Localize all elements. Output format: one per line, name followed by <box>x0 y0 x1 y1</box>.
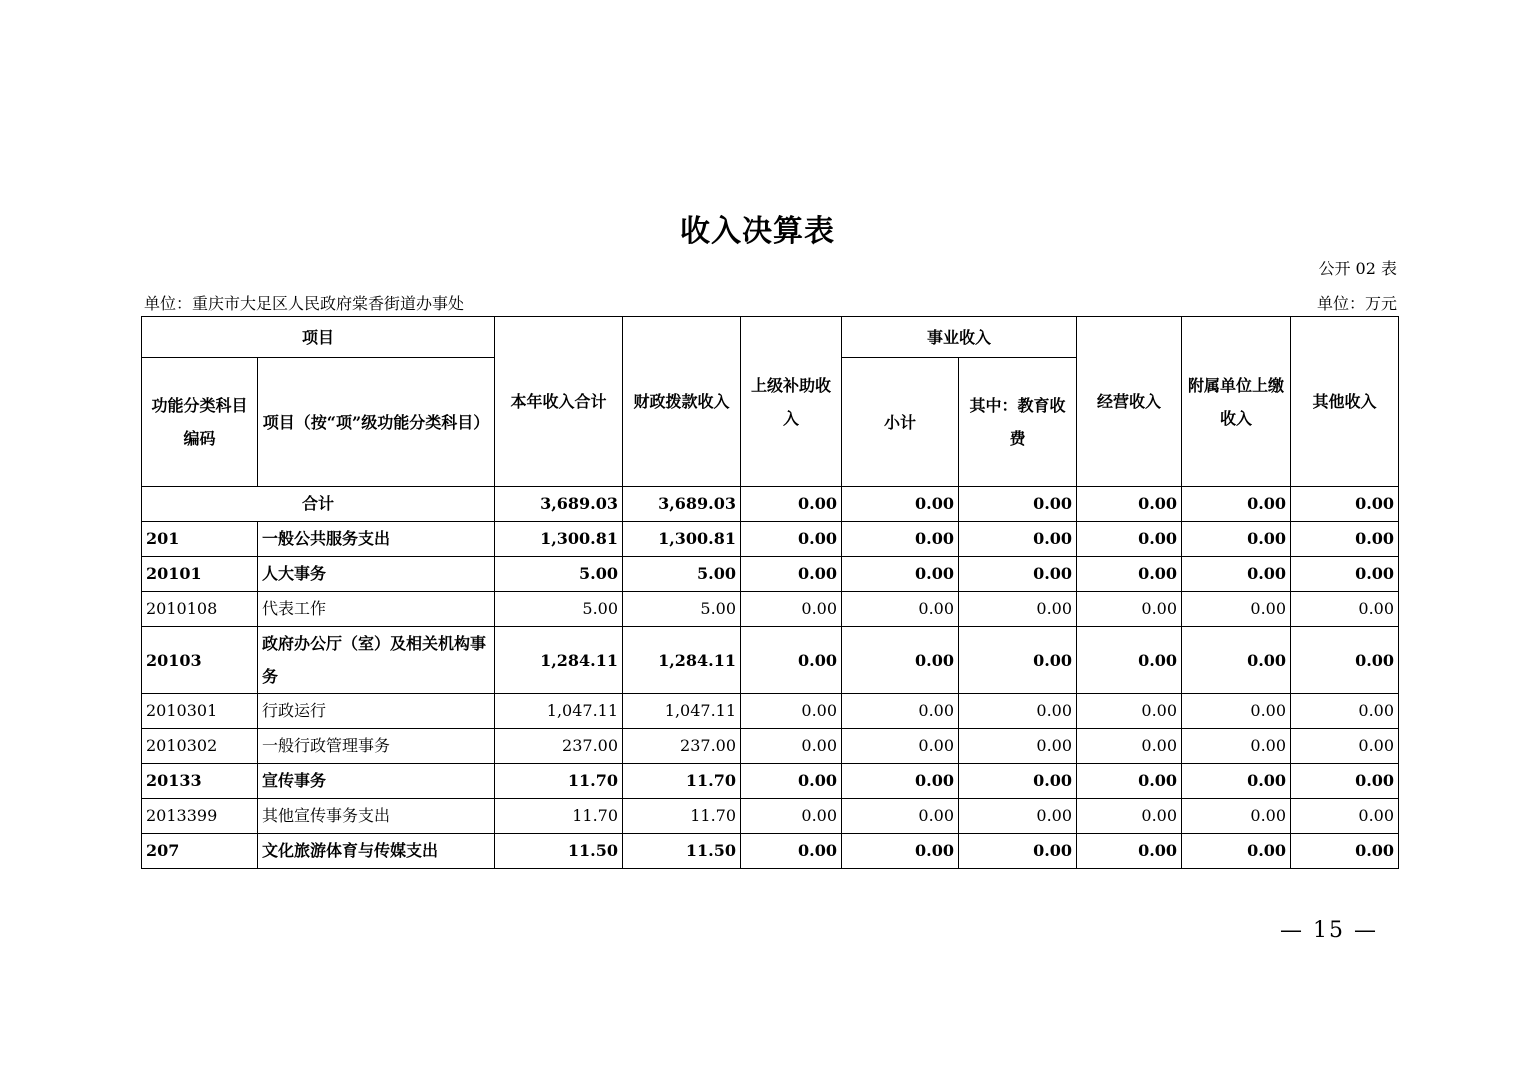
cell-fiscal: 11.70 <box>623 764 741 799</box>
cell-fiscal: 11.50 <box>623 834 741 869</box>
table-row <box>142 799 1399 834</box>
cell-total: 5.00 <box>495 557 623 592</box>
cell-code: 207 <box>142 834 258 869</box>
cell-operation: 0.00 <box>1077 522 1182 557</box>
header-func-code: 功能分类科目编码 <box>142 358 258 487</box>
cell-code: 2010301 <box>142 694 258 729</box>
cell-total: 237.00 <box>495 729 623 764</box>
table-row <box>142 557 1399 592</box>
table-row <box>142 694 1399 729</box>
cell-subtotal: 0.00 <box>842 522 959 557</box>
cell-superior: 0.00 <box>741 592 842 627</box>
cell-operation: 0.00 <box>1077 764 1182 799</box>
cell-affiliate: 0.00 <box>1182 764 1291 799</box>
cell-affiliate: 0.00 <box>1182 627 1291 694</box>
cell-edu-fee: 0.00 <box>959 627 1077 694</box>
header-other: 其他收入 <box>1291 317 1399 487</box>
cell-superior: 0.00 <box>741 487 842 522</box>
cell-affiliate: 0.00 <box>1182 834 1291 869</box>
cell-affiliate: 0.00 <box>1182 694 1291 729</box>
header-business: 事业收入 <box>842 317 1077 358</box>
cell-operation: 0.00 <box>1077 592 1182 627</box>
table-row <box>142 834 1399 869</box>
cell-code: 20101 <box>142 557 258 592</box>
cell-affiliate: 0.00 <box>1182 592 1291 627</box>
header-item-name: 项目（按“项”级功能分类科目） <box>258 358 495 487</box>
cell-edu-fee: 0.00 <box>959 522 1077 557</box>
cell-fiscal: 3,689.03 <box>623 487 741 522</box>
reporting-unit: 单位：重庆市大足区人民政府棠香街道办事处 <box>144 294 465 313</box>
cell-total: 5.00 <box>495 592 623 627</box>
cell-other: 0.00 <box>1291 834 1399 869</box>
cell-operation: 0.00 <box>1077 729 1182 764</box>
cell-fiscal: 1,300.81 <box>623 522 741 557</box>
cell-name: 政府办公厅（室）及相关机构事务 <box>258 627 495 694</box>
cell-affiliate: 0.00 <box>1182 557 1291 592</box>
currency-unit: 单位：万元 <box>1316 294 1397 313</box>
cell-total: 3,689.03 <box>495 487 623 522</box>
header-edu-fee: 其中：教育收费 <box>959 358 1077 487</box>
cell-other: 0.00 <box>1291 764 1399 799</box>
cell-edu-fee: 0.00 <box>959 694 1077 729</box>
cell-subtotal: 0.00 <box>842 557 959 592</box>
table-row <box>142 522 1399 557</box>
cell-subtotal: 0.00 <box>842 487 959 522</box>
cell-affiliate: 0.00 <box>1182 487 1291 522</box>
cell-subtotal: 0.00 <box>842 764 959 799</box>
cell-superior: 0.00 <box>741 627 842 694</box>
cell-name: 代表工作 <box>258 592 495 627</box>
cell-total: 11.50 <box>495 834 623 869</box>
total-label: 合计 <box>142 487 495 522</box>
cell-subtotal: 0.00 <box>842 834 959 869</box>
table-row <box>142 627 1399 694</box>
cell-subtotal: 0.00 <box>842 592 959 627</box>
cell-total: 11.70 <box>495 799 623 834</box>
cell-affiliate: 0.00 <box>1182 522 1291 557</box>
cell-edu-fee: 0.00 <box>959 764 1077 799</box>
cell-affiliate: 0.00 <box>1182 799 1291 834</box>
cell-fiscal: 1,047.11 <box>623 694 741 729</box>
page-title: 收入决算表 <box>680 214 835 249</box>
cell-operation: 0.00 <box>1077 627 1182 694</box>
total-row <box>142 487 1399 522</box>
cell-fiscal: 237.00 <box>623 729 741 764</box>
cell-other: 0.00 <box>1291 592 1399 627</box>
cell-operation: 0.00 <box>1077 834 1182 869</box>
cell-name: 行政运行 <box>258 694 495 729</box>
cell-name: 宣传事务 <box>258 764 495 799</box>
cell-edu-fee: 0.00 <box>959 799 1077 834</box>
cell-affiliate: 0.00 <box>1182 729 1291 764</box>
form-number: 公开 02 表 <box>1318 259 1397 278</box>
cell-operation: 0.00 <box>1077 487 1182 522</box>
cell-operation: 0.00 <box>1077 694 1182 729</box>
cell-fiscal: 5.00 <box>623 557 741 592</box>
cell-fiscal: 5.00 <box>623 592 741 627</box>
cell-superior: 0.00 <box>741 834 842 869</box>
cell-name: 其他宣传事务支出 <box>258 799 495 834</box>
cell-edu-fee: 0.00 <box>959 834 1077 869</box>
cell-code: 2010108 <box>142 592 258 627</box>
income-final-accounts-table <box>141 316 1399 869</box>
table-row <box>142 729 1399 764</box>
cell-code: 20133 <box>142 764 258 799</box>
cell-superior: 0.00 <box>741 764 842 799</box>
cell-operation: 0.00 <box>1077 557 1182 592</box>
cell-edu-fee: 0.00 <box>959 729 1077 764</box>
cell-edu-fee: 0.00 <box>959 557 1077 592</box>
cell-name: 一般公共服务支出 <box>258 522 495 557</box>
cell-fiscal: 11.70 <box>623 799 741 834</box>
cell-code: 20103 <box>142 627 258 694</box>
cell-subtotal: 0.00 <box>842 799 959 834</box>
table-row <box>142 592 1399 627</box>
cell-name: 文化旅游体育与传媒支出 <box>258 834 495 869</box>
header-project: 项目 <box>142 317 495 358</box>
cell-other: 0.00 <box>1291 729 1399 764</box>
cell-other: 0.00 <box>1291 694 1399 729</box>
cell-other: 0.00 <box>1291 557 1399 592</box>
cell-other: 0.00 <box>1291 799 1399 834</box>
cell-other: 0.00 <box>1291 522 1399 557</box>
cell-total: 1,284.11 <box>495 627 623 694</box>
cell-total: 1,300.81 <box>495 522 623 557</box>
cell-superior: 0.00 <box>741 557 842 592</box>
cell-operation: 0.00 <box>1077 799 1182 834</box>
header-fiscal: 财政拨款收入 <box>623 317 741 487</box>
header-total: 本年收入合计 <box>495 317 623 487</box>
cell-superior: 0.00 <box>741 799 842 834</box>
cell-name: 人大事务 <box>258 557 495 592</box>
cell-fiscal: 1,284.11 <box>623 627 741 694</box>
cell-code: 201 <box>142 522 258 557</box>
cell-code: 2010302 <box>142 729 258 764</box>
cell-superior: 0.00 <box>741 522 842 557</box>
cell-total: 11.70 <box>495 764 623 799</box>
cell-edu-fee: 0.00 <box>959 592 1077 627</box>
header-affiliate: 附属单位上缴收入 <box>1182 317 1291 487</box>
cell-subtotal: 0.00 <box>842 694 959 729</box>
header-superior: 上级补助收入 <box>741 317 842 487</box>
cell-superior: 0.00 <box>741 694 842 729</box>
cell-superior: 0.00 <box>741 729 842 764</box>
table-row <box>142 764 1399 799</box>
header-subtotal: 小计 <box>842 358 959 487</box>
cell-other: 0.00 <box>1291 487 1399 522</box>
cell-subtotal: 0.00 <box>842 729 959 764</box>
page-number: — 15 — <box>1280 918 1378 943</box>
cell-total: 1,047.11 <box>495 694 623 729</box>
cell-edu-fee: 0.00 <box>959 487 1077 522</box>
cell-other: 0.00 <box>1291 627 1399 694</box>
header-operation: 经营收入 <box>1077 317 1182 487</box>
cell-name: 一般行政管理事务 <box>258 729 495 764</box>
cell-code: 2013399 <box>142 799 258 834</box>
cell-subtotal: 0.00 <box>842 627 959 694</box>
